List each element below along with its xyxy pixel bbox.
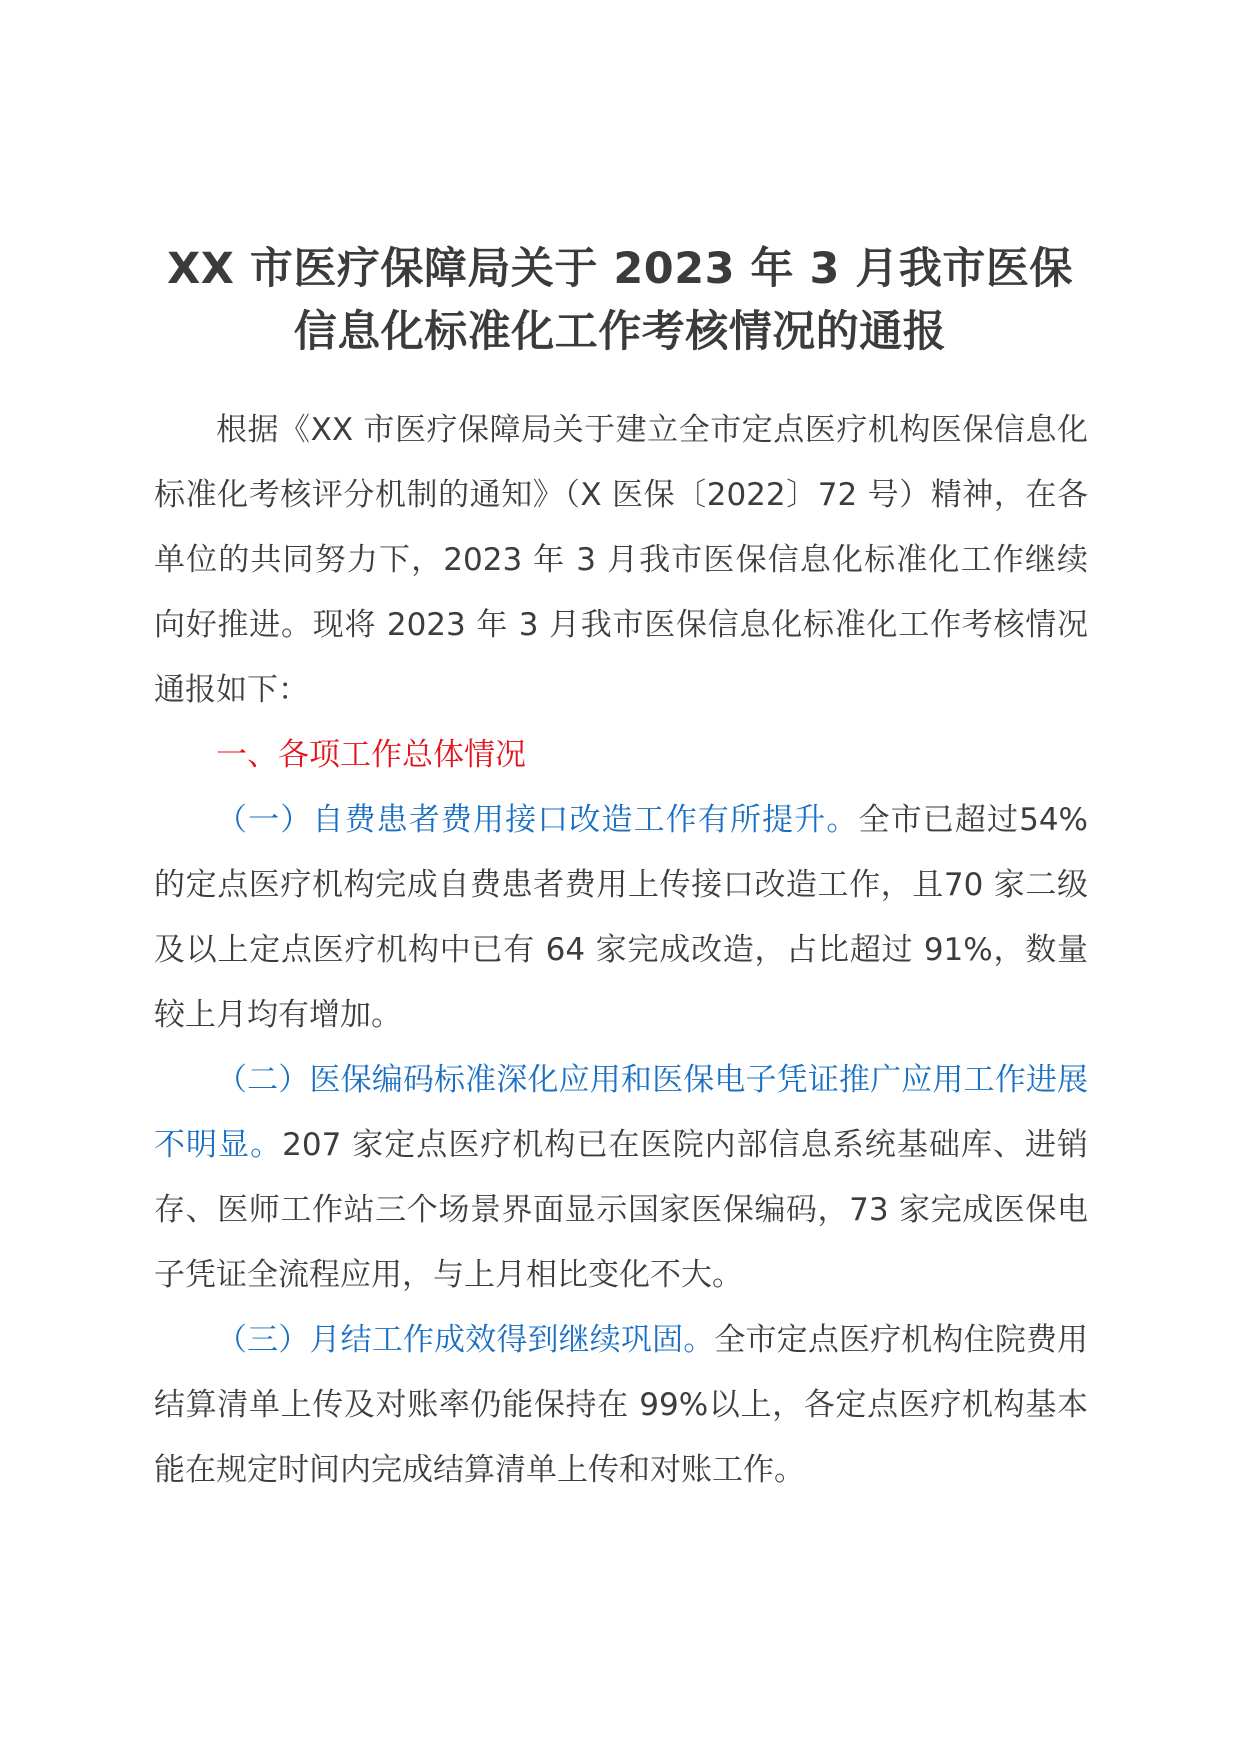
item-2-paragraph (154, 1048, 1088, 1308)
section-1-heading-text: 一、各项工作总体情况 (216, 737, 526, 773)
document-body (154, 398, 1088, 1503)
item-3-paragraph (154, 1308, 1088, 1503)
item-1-heading: （一）自费患者费用接口改造工作有所提升。 (216, 802, 859, 838)
title-line-1: XX 市医疗保障局关于 2023 年 3 月我市医保 (167, 244, 1073, 294)
document-title (130, 238, 1110, 364)
item-3-text: 全市定点医疗机构住院费用结算清单上传及对账率仍能保持在 99%以上，各定点医疗机构基本能在规定时间内完成结算清单上传和对账工作。 (154, 1322, 1089, 1488)
item-2-heading: （二）医保编码标准深化应用和医保电子凭证推广应用工作进展不明显。 (154, 1062, 1088, 1163)
item-1-paragraph (154, 788, 1088, 1048)
item-2-text: 207 家定点医疗机构已在医院内部信息系统基础库、进销存、医师工作站三个场景界面显示国家医保编码，73 家完成医保电子凭证全流程应用，与上月相比变化不大。 (154, 1127, 1089, 1293)
title-line-2: 信息化标准化工作考核情况的通报 (293, 307, 947, 357)
item-1-text: 全市已超过54%的定点医疗机构完成自费患者费用上传接口改造工作，且70 家二级及以上定点医疗机构中已有 64 家完成改造，占比超过 91%，数量较上月均有增加。 (154, 802, 1089, 1033)
item-3-heading: （三）月结工作成效得到继续巩固。 (216, 1322, 715, 1358)
section-1-heading (154, 723, 1088, 788)
intro-paragraph: 根据《XX 市医疗保障局关于建立全市定点医疗机构医保信息化标准化考核评分机制的通知》（X 医保〔2022〕72 号）精神，在各单位的共同努力下，2023 年 3 月我市医保信息化标准化工作继续向好推进。现将 2023 年 3 月我市医保信息化标准化工作考核情况通报如下： (154, 412, 1088, 708)
